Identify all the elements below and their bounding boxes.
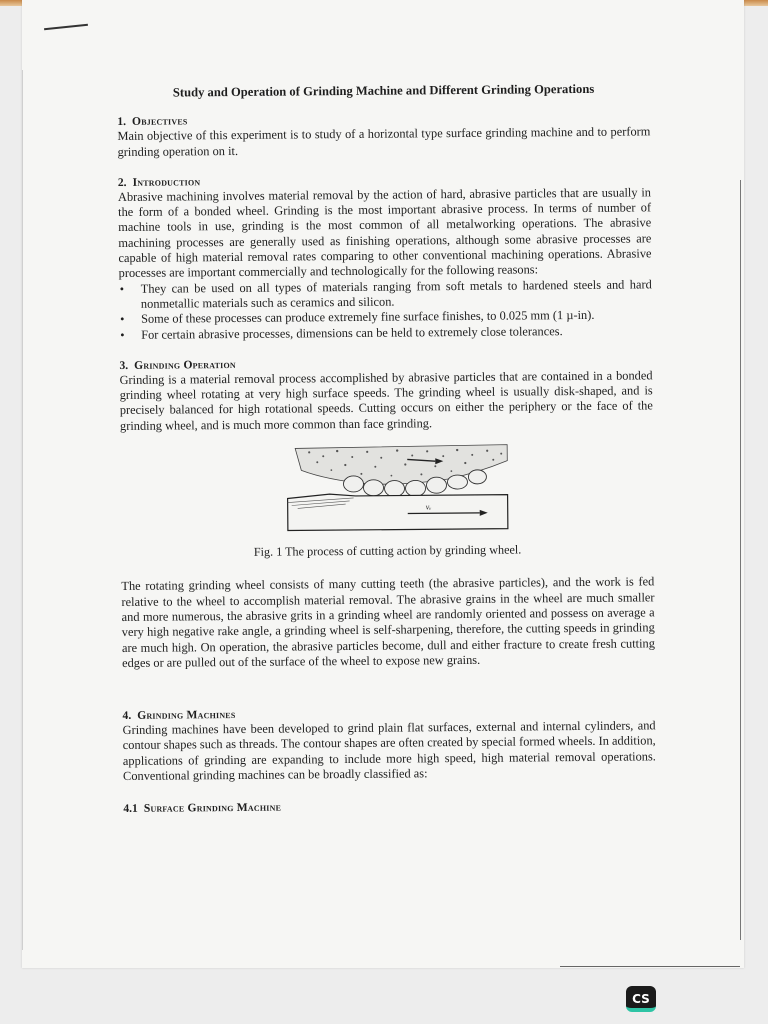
list-item: • For certain abrasive processes, dimensions can be held to extremely close tolerances.	[141, 323, 652, 343]
grinding-machines-paragraph: Grinding machines have been developed to grind plain flat surfaces, external and internal cylinders, and contour shapes such as threads. The contour shapes are often created by special formed wheels. In addition, applications of grinding are expanding to include more high speed, high material removal operations. Conventional grinding machines can be broadly classified as:	[122, 718, 656, 783]
section-title: Grinding Machines	[137, 708, 236, 722]
grinding-wheel-paragraph: The rotating grinding wheel consists of many cutting teeth (the abrasive particles), and the work is fed relative to the wheel to accomplish material removal. The abrasive grains in the wheel are much smaller and more numerous, the abrasive grits in a grinding wheel are randomly oriented and possess on average a very high negative rake angle, a grinding wheel is self-sharpening, therefore, the cutting speeds in grinding are much high. On operation, the abrasive particles become, dull and either fracture to create fresh cutting edges or are pulled out of the surface of the wheel to expose new grains.	[121, 574, 655, 670]
reasons-list	[119, 277, 653, 343]
figure-caption: Fig. 1 The process of cutting action by grinding wheel.	[253, 542, 522, 559]
velocity-label: vᵥ	[425, 502, 432, 512]
bottom-margin-line	[560, 966, 740, 967]
section-number: 3.	[119, 358, 129, 372]
grinding-wheel-diagram	[257, 439, 518, 541]
section-number: 2.	[117, 175, 127, 189]
document-title: Study and Operation of Grinding Machine and Different Grinding Operations	[172, 81, 595, 100]
list-item: • They can be used on all types of materials ranging from soft metals to hardened steels and hard nonmetallic materials such as ceramics and silicon.	[141, 277, 652, 312]
figure-grinding-action	[120, 437, 654, 561]
grinding-operation-paragraph: Grinding is a material removal process accomplished by abrasive particles that are contained in a bonded grinding wheel rotating at very high surface speeds. The grinding wheel is usually disk-shaped, and is precisely balanced for high rotational speeds. Cutting occurs on either the periphery or the face of the grinding wheel, and is much more common than face grinding.	[119, 368, 653, 433]
spacer	[122, 666, 655, 709]
section-number: 4.1	[123, 802, 138, 816]
document-body	[117, 81, 656, 816]
section-title: Surface Grinding Machine	[143, 800, 282, 816]
camscanner-logo: CS	[626, 986, 656, 1012]
margin-line	[740, 180, 741, 940]
page-left-edge	[22, 70, 23, 950]
section-title: Introduction	[132, 175, 201, 189]
list-item: • Some of these processes can produce extremely fine surface finishes, to 0.025 mm (1 µ-in).	[141, 308, 652, 328]
section-title: Objectives	[131, 114, 188, 129]
section-number: 4.	[122, 709, 132, 723]
objectives-paragraph: Main objective of this experiment is to study of a horizontal type surface grinding machine and to perform grinding operation on it.	[117, 124, 651, 159]
section-number: 1.	[117, 115, 127, 129]
section-title: Grinding Operation	[134, 357, 236, 372]
introduction-paragraph: Abrasive machining involves material removal by the action of hard, abrasive particles that are usually in the form of a bonded wheel. Grinding is the most important abrasive process. In terms of number of machine tools in use, grinding is the most common of all metalworking operations. The abrasive machining processes are generally used as finishing operations, although some abrasive processes are capable of high material removal rates comparing to other conventional machining operations. Abrasive processes are important commercially and technologically for the following reasons:	[117, 185, 652, 281]
